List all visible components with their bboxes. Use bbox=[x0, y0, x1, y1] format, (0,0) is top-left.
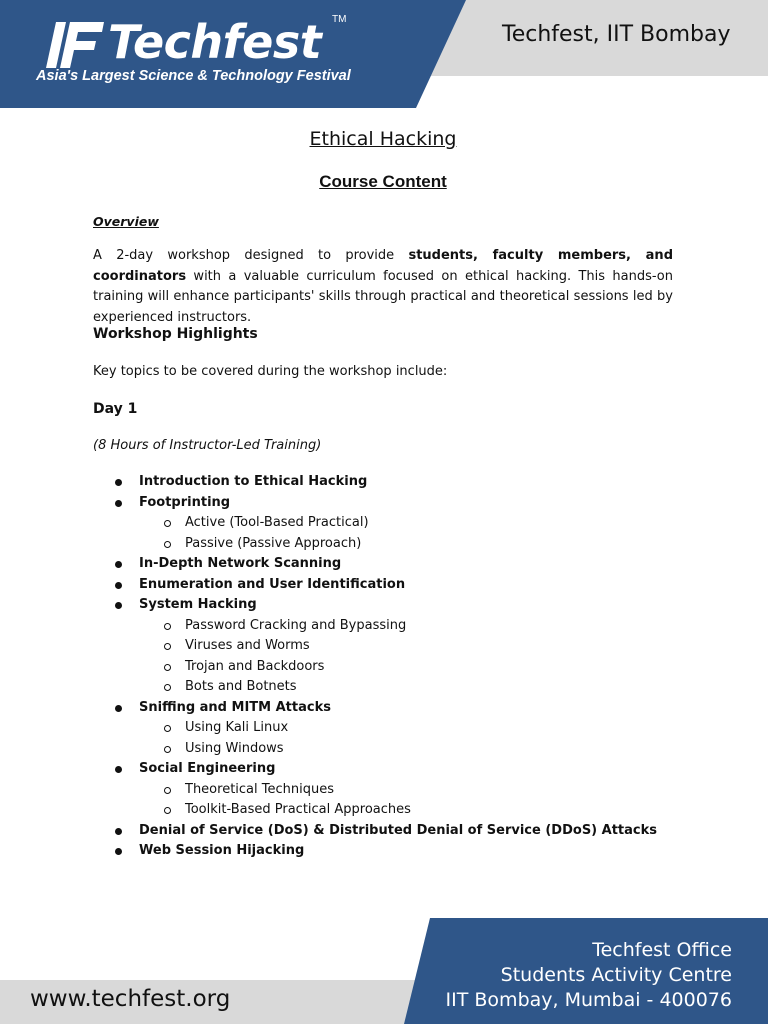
intro-text-end: with a valuable curriculum focused on ethical hacking. This hands-on training will enhance participants' skills through practical and theoretical sessions led by experienced instructors. bbox=[93, 268, 673, 325]
topic-label: System Hacking bbox=[139, 597, 257, 612]
subtopic-item bbox=[139, 636, 693, 657]
bullet-icon bbox=[115, 848, 122, 855]
subtopic-list bbox=[139, 616, 693, 698]
topic-item bbox=[93, 841, 693, 862]
subtopic-label: Toolkit-Based Practical Approaches bbox=[185, 802, 411, 817]
topic-label: Footprinting bbox=[139, 494, 231, 510]
topic-label: In-Depth Network Scanning bbox=[139, 556, 342, 571]
subtopic-label: Using Windows bbox=[185, 740, 284, 756]
key-topics-text: Key topics to be covered during the workshop include: bbox=[93, 364, 448, 379]
subtopic-item bbox=[139, 739, 693, 760]
document-subtitle: Course Content bbox=[319, 172, 447, 191]
topic-item bbox=[93, 493, 693, 555]
hollow-bullet-icon bbox=[164, 746, 171, 753]
topic-label: Introduction to Ethical Hacking bbox=[139, 474, 368, 489]
header-title: Techfest, IIT Bombay bbox=[502, 22, 731, 47]
hollow-bullet-icon bbox=[164, 520, 171, 527]
document-title: Ethical Hacking bbox=[309, 128, 457, 150]
topic-list bbox=[93, 472, 693, 862]
hollow-bullet-icon bbox=[164, 807, 171, 814]
subtopic-label: Theoretical Techniques bbox=[185, 781, 334, 797]
office-address bbox=[446, 938, 732, 1013]
topic-label: Web Session Hijacking bbox=[139, 843, 305, 858]
techfest-logo-icon bbox=[42, 16, 106, 72]
subtopic-label: Using Kali Linux bbox=[185, 720, 289, 735]
bullet-icon bbox=[115, 500, 122, 507]
topic-item bbox=[93, 759, 693, 821]
bullet-icon bbox=[115, 602, 122, 609]
intro-text-start: A 2-day workshop designed to provide bbox=[93, 248, 409, 263]
topic-label: Social Engineering bbox=[139, 761, 276, 776]
topic-label: Enumeration and User Identification bbox=[139, 576, 406, 592]
subtopic-list bbox=[139, 513, 693, 554]
hollow-bullet-icon bbox=[164, 787, 171, 794]
intro-paragraph bbox=[93, 246, 673, 328]
day-label: Day 1 bbox=[93, 401, 138, 417]
hollow-bullet-icon bbox=[164, 684, 171, 691]
topic-item bbox=[93, 575, 693, 596]
trademark-mark: TM bbox=[332, 14, 347, 25]
subtopic-item bbox=[139, 616, 693, 637]
subtopic-item bbox=[139, 800, 693, 821]
subtopic-label: Active (Tool-Based Practical) bbox=[185, 515, 369, 530]
office-line: IIT Bombay, Mumbai - 400076 bbox=[445, 989, 732, 1011]
subtopic-label: Bots and Botnets bbox=[185, 679, 297, 694]
topic-label: Denial of Service (DoS) & Distributed Denial of Service (DDoS) Attacks bbox=[139, 822, 657, 838]
bullet-icon bbox=[115, 766, 122, 773]
hollow-bullet-icon bbox=[164, 541, 171, 548]
subtopic-label: Passive (Passive Approach) bbox=[185, 535, 362, 551]
website-url: www.techfest.org bbox=[30, 986, 231, 1012]
subtopic-item bbox=[139, 534, 693, 555]
topic-item bbox=[93, 554, 693, 575]
topic-item bbox=[93, 821, 693, 842]
subtopic-label: Trojan and Backdoors bbox=[185, 658, 325, 674]
subtopic-label: Viruses and Worms bbox=[185, 638, 310, 653]
bullet-icon bbox=[115, 561, 122, 568]
logo-tagline: Asia's Largest Science & Technology Festival bbox=[36, 68, 351, 84]
subtopic-item bbox=[139, 780, 693, 801]
logo-wordmark: Techfest bbox=[108, 15, 322, 69]
hollow-bullet-icon bbox=[164, 643, 171, 650]
subtopic-list bbox=[139, 780, 693, 821]
overview-heading: Overview bbox=[93, 214, 159, 229]
office-line: Students Activity Centre bbox=[500, 964, 732, 986]
bullet-icon bbox=[115, 479, 122, 486]
bullet-icon bbox=[115, 582, 122, 589]
hollow-bullet-icon bbox=[164, 725, 171, 732]
subtopic-item bbox=[139, 657, 693, 678]
subtopic-item bbox=[139, 677, 693, 698]
bullet-icon bbox=[115, 828, 122, 835]
page-footer bbox=[0, 918, 768, 1024]
intro-bold-audience: students, faculty members, and coordinators bbox=[93, 248, 673, 284]
hollow-bullet-icon bbox=[164, 664, 171, 671]
page-header bbox=[0, 0, 768, 108]
subtopic-list bbox=[139, 718, 693, 759]
bullet-icon bbox=[115, 705, 122, 712]
hours-note: (8 Hours of Instructor-Led Training) bbox=[93, 438, 322, 453]
topic-item bbox=[93, 472, 693, 493]
hollow-bullet-icon bbox=[164, 623, 171, 630]
subtopic-label: Password Cracking and Bypassing bbox=[185, 617, 407, 633]
subtopic-item bbox=[139, 718, 693, 739]
topic-label: Sniffing and MITM Attacks bbox=[139, 699, 331, 715]
topic-item bbox=[93, 595, 693, 698]
topic-item bbox=[93, 698, 693, 760]
techfest-logo bbox=[36, 10, 362, 90]
highlights-heading: Workshop Highlights bbox=[93, 326, 258, 342]
office-line: Techfest Office bbox=[592, 939, 732, 961]
subtopic-item bbox=[139, 513, 693, 534]
